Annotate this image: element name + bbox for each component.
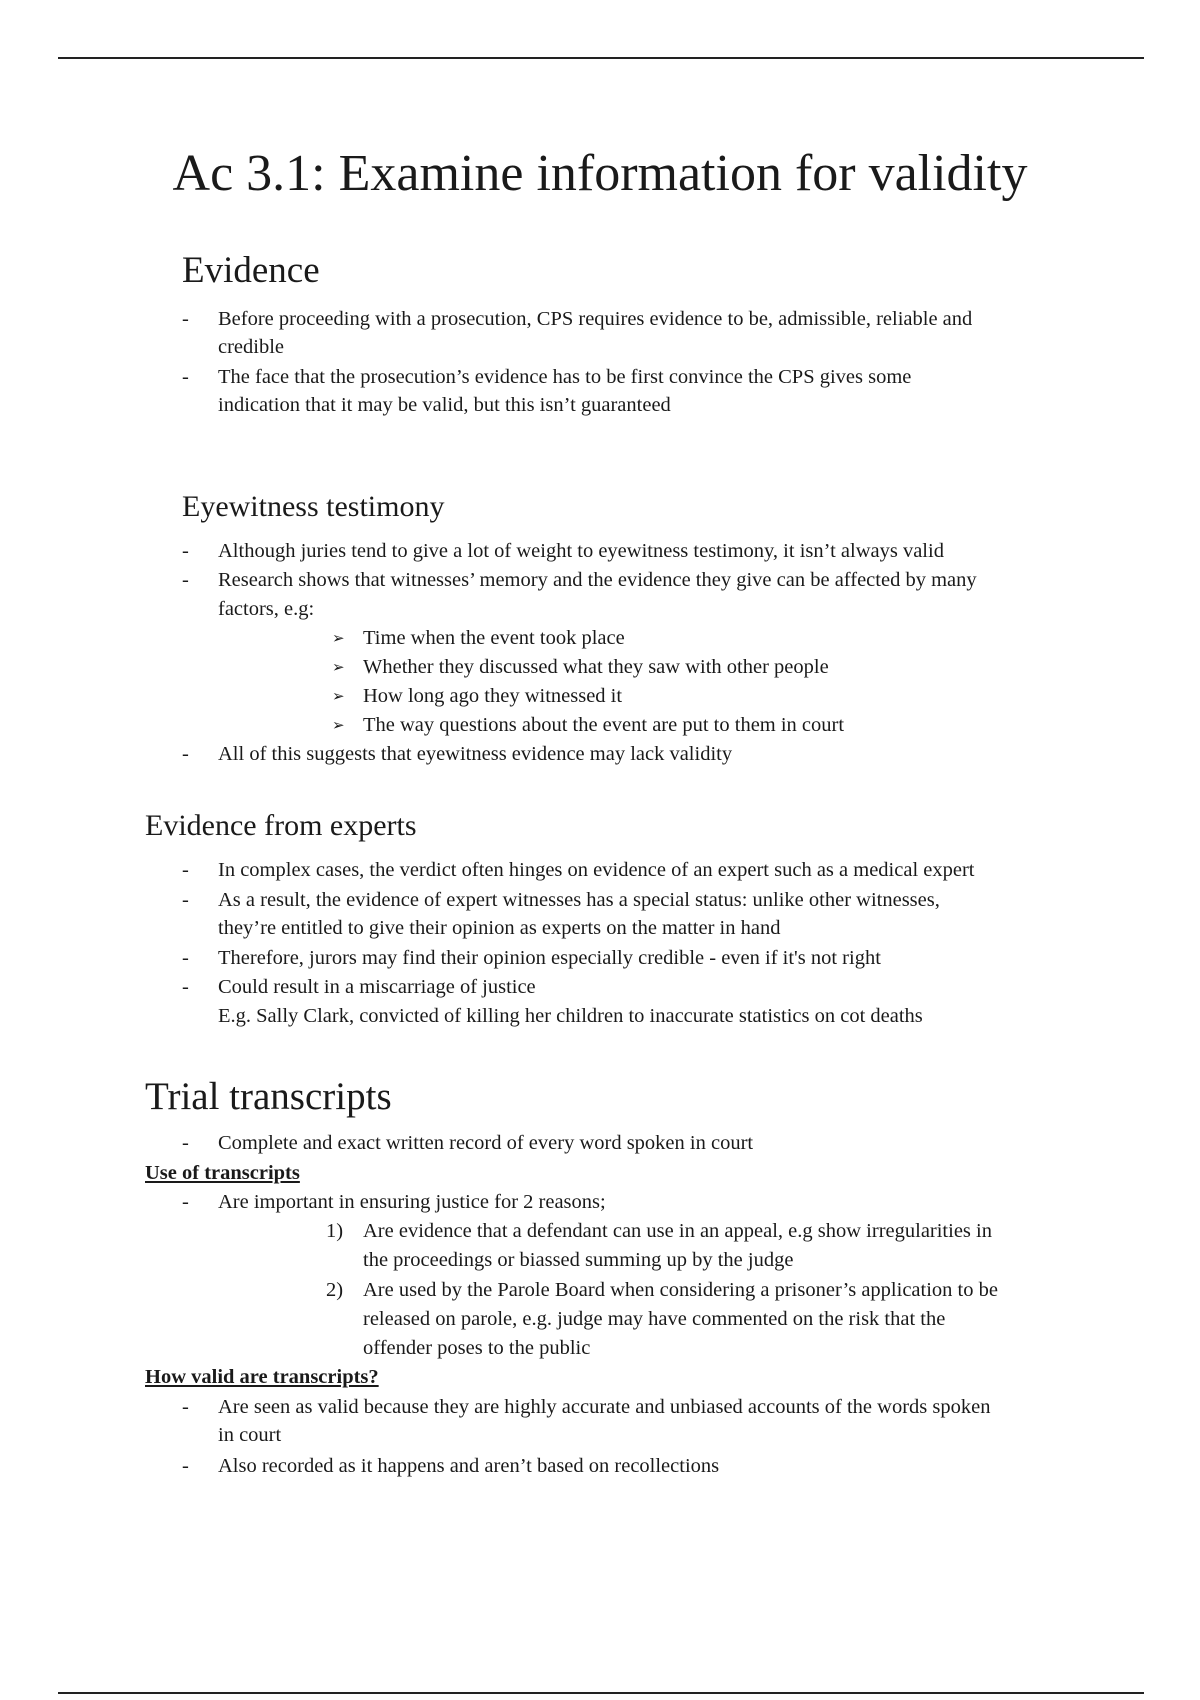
experts-bullet-3: Therefore, jurors may find their opinion especially credible - even if it's not right (218, 947, 881, 969)
eyewitness-bullet-2-line-1: Research shows that witnesses’ memory and the evidence they give can be affected by many (218, 569, 977, 591)
heading-evidence: Evidence (182, 250, 320, 291)
factor-item: How long ago they witnessed it (363, 685, 623, 707)
bullet-dash: - (182, 308, 189, 330)
bullet-dash: - (182, 743, 189, 765)
evidence-bullet-1-line-2: credible (218, 336, 285, 358)
reason-2-line-2: released on parole, e.g. judge may have commented on the risk that the (363, 1308, 946, 1330)
experts-bullet-4-line-2: E.g. Sally Clark, convicted of killing her children to inaccurate statistics on cot deaths (218, 1005, 923, 1027)
reason-number: 1) (326, 1220, 344, 1242)
bullet-dash: - (182, 1455, 189, 1477)
top-rule (58, 57, 1144, 59)
heading-eyewitness-testimony: Eyewitness testimony (182, 490, 445, 523)
subheading-how-valid-are-transcripts: How valid are transcripts? (145, 1366, 379, 1388)
evidence-bullet-2-line-1: The face that the prosecution’s evidence has to be first convince the CPS gives some (218, 366, 912, 388)
valid-bullet-1-line-1: Are seen as valid because they are highly accurate and unbiased accounts of the words spoken (218, 1396, 991, 1418)
factor-item: Whether they discussed what they saw with other people (363, 656, 829, 678)
eyewitness-conclusion: All of this suggests that eyewitness evidence may lack validity (218, 743, 733, 765)
eyewitness-bullet-1: Although juries tend to give a lot of weight to eyewitness testimony, it isn’t always valid (218, 540, 944, 562)
arrow-bullet-icon: ➢ (332, 658, 345, 676)
subheading-use-of-transcripts: Use of transcripts (145, 1162, 300, 1184)
arrow-bullet-icon: ➢ (332, 687, 345, 705)
transcripts-intro: Complete and exact written record of every word spoken in court (218, 1132, 754, 1154)
valid-bullet-1-line-2: in court (218, 1424, 282, 1446)
use-bullet: Are important in ensuring justice for 2 reasons; (218, 1191, 606, 1213)
heading-trial-transcripts: Trial transcripts (145, 1075, 392, 1118)
experts-bullet-4-line-1: Could result in a miscarriage of justice (218, 976, 536, 998)
bullet-dash: - (182, 1396, 189, 1418)
document-title: Ac 3.1: Examine information for validity (172, 145, 1028, 202)
arrow-bullet-icon: ➢ (332, 716, 345, 734)
valid-bullet-2: Also recorded as it happens and aren’t based on recollections (218, 1455, 720, 1477)
bottom-rule (58, 1692, 1144, 1694)
experts-bullet-2-line-1: As a result, the evidence of expert witnesses has a special status: unlike other witnesses, (218, 889, 940, 911)
bullet-dash: - (182, 569, 189, 591)
evidence-bullet-1-line-1: Before proceeding with a prosecution, CPS requires evidence to be, admissible, reliable and (218, 308, 973, 330)
reason-2-line-1: Are used by the Parole Board when considering a prisoner’s application to be (363, 1279, 998, 1301)
bullet-dash: - (182, 1132, 189, 1154)
reason-2-line-3: offender poses to the public (363, 1337, 591, 1359)
reason-number: 2) (326, 1279, 344, 1301)
experts-bullet-1: In complex cases, the verdict often hinges on evidence of an expert such as a medical expert (218, 859, 975, 881)
experts-bullet-2-line-2: they’re entitled to give their opinion as experts on the matter in hand (218, 917, 781, 939)
bullet-dash: - (182, 366, 189, 388)
bullet-dash: - (182, 1191, 189, 1213)
eyewitness-bullet-2-line-2: factors, e.g: (218, 598, 315, 620)
arrow-bullet-icon: ➢ (332, 629, 345, 647)
bullet-dash: - (182, 540, 189, 562)
evidence-bullet-2-line-2: indication that it may be valid, but this isn’t guaranteed (218, 394, 671, 416)
factor-item: The way questions about the event are put to them in court (363, 714, 845, 736)
reason-1-line-1: Are evidence that a defendant can use in an appeal, e.g show irregularities in (363, 1220, 992, 1242)
factor-item: Time when the event took place (363, 627, 625, 649)
reason-1-line-2: the proceedings or biassed summing up by the judge (363, 1249, 794, 1271)
bullet-dash: - (182, 889, 189, 911)
bullet-dash: - (182, 859, 189, 881)
bullet-dash: - (182, 947, 189, 969)
bullet-dash: - (182, 976, 189, 998)
heading-evidence-from-experts: Evidence from experts (145, 809, 417, 842)
